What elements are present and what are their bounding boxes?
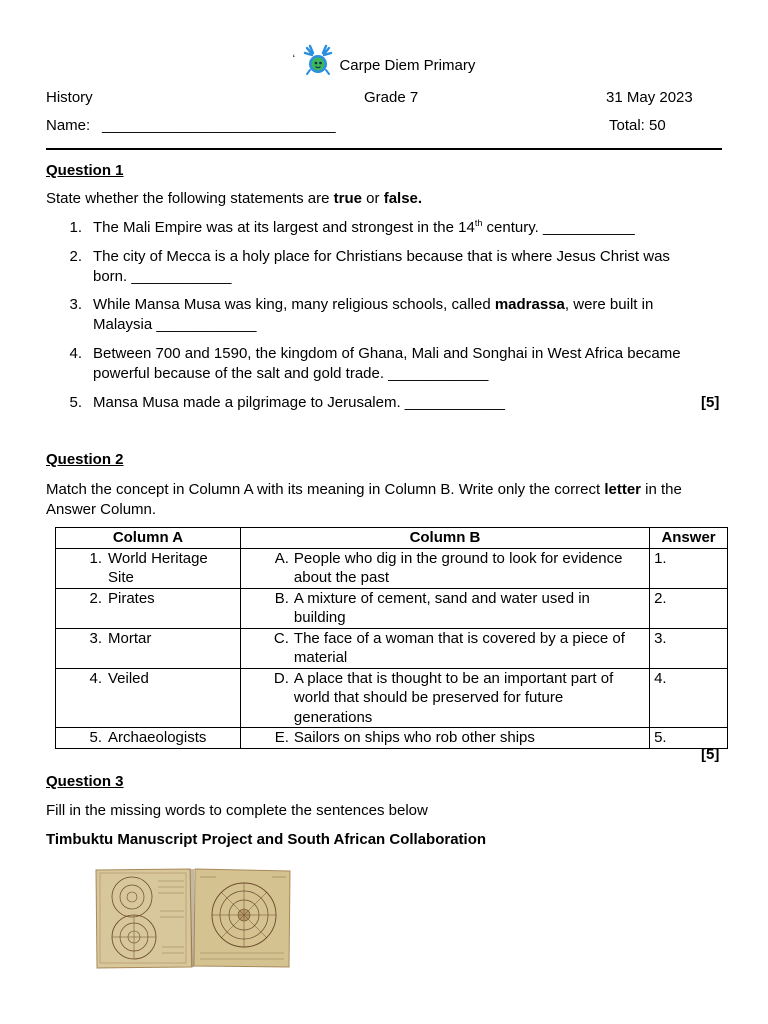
answer-cell[interactable]: 5.: [650, 728, 728, 749]
concept-cell: 1. World Heritage Site: [56, 548, 241, 588]
answer-header: Answer: [650, 528, 728, 549]
timbuktu-manuscript-image: [94, 867, 292, 969]
tick-mark: ‘: [292, 53, 296, 65]
matching-table: [55, 527, 728, 749]
q1-marks: [5]: [701, 394, 720, 411]
date-label: 31 May 2023: [606, 89, 693, 106]
meaning-cell: A. People who dig in the ground to look for evidence about the past: [240, 548, 649, 588]
total-label: Total: 50: [609, 117, 666, 134]
concept-cell: 5. Archaeologists: [56, 728, 241, 749]
table-row: [56, 668, 728, 728]
subject-label: History: [46, 89, 93, 106]
name-label: Name:: [46, 117, 91, 134]
meaning-cell: E. Sailors on ships who rob other ships: [240, 728, 649, 749]
table-header-row: [56, 528, 728, 549]
answer-cell[interactable]: 2.: [650, 588, 728, 628]
concept-cell: 4. Veiled: [56, 668, 241, 728]
concept-cell: 2. Pirates: [56, 588, 241, 628]
q1-instruction: State whether the following statements are true or false.: [46, 190, 423, 207]
meaning-cell: B. A mixture of cement, sand and water used in building: [240, 588, 649, 628]
table-row: [56, 588, 728, 628]
grade-label: Grade 7: [364, 89, 419, 106]
concept-cell: 3. Mortar: [56, 628, 241, 668]
header-divider: [46, 148, 722, 150]
column-b-header: Column B: [240, 528, 649, 549]
table-row: [56, 548, 728, 588]
q1-title: Question 1: [46, 162, 124, 179]
column-a-header: Column A: [56, 528, 241, 549]
q2-title: Question 2: [46, 451, 124, 468]
meaning-cell: D. A place that is thought to be an important part of world that should be preserved for future generations: [240, 668, 649, 728]
name-blank[interactable]: ____________________________: [102, 117, 336, 134]
q3-title: Question 3: [46, 773, 124, 790]
answer-cell[interactable]: 3.: [650, 628, 728, 668]
table-row: [56, 728, 728, 749]
answer-cell[interactable]: 4.: [650, 668, 728, 728]
meaning-cell: C. The face of a woman that is covered by a piece of material: [240, 628, 649, 668]
q3-subtitle: Timbuktu Manuscript Project and South African Collaboration: [46, 831, 487, 848]
table-row: [56, 628, 728, 668]
q3-instruction: Fill in the missing words to complete the sentences below: [46, 802, 428, 819]
cartoon-mascot-icon: [301, 44, 335, 78]
school-header: [0, 44, 768, 78]
q2-marks: [5]: [701, 746, 720, 763]
answer-cell[interactable]: 1.: [650, 548, 728, 588]
q2-instruction: Match the concept in Column A with its meaning in Column B. Write only the correct letter in the Answer Column.: [46, 481, 682, 518]
school-name: Carpe Diem Primary: [339, 57, 476, 74]
